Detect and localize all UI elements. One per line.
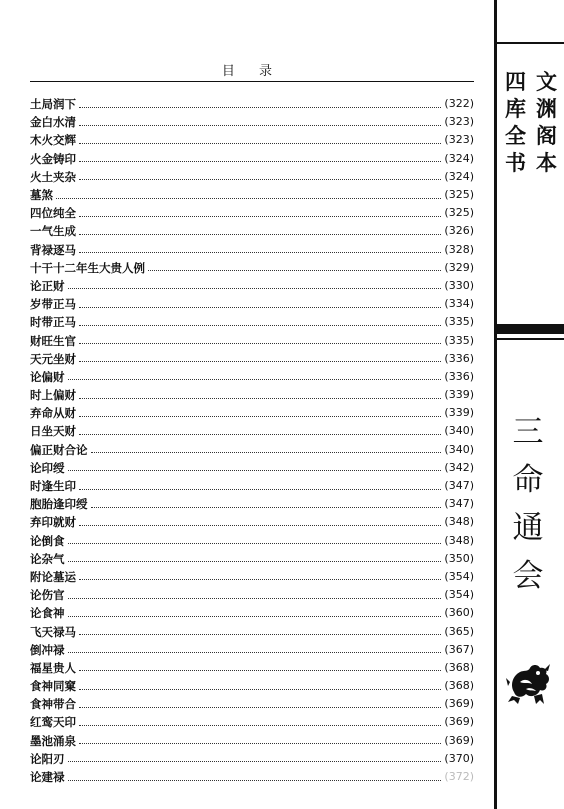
- toc-entry-title: 红鸾天印: [30, 715, 76, 730]
- series-char: 阁: [536, 123, 557, 148]
- toc-entry-title: 食神带合: [30, 697, 76, 712]
- toc-entry-page: (325): [444, 188, 474, 202]
- dragon-emblem-icon: [504, 658, 556, 710]
- toc-entry: [30, 568, 474, 586]
- sidebar-top-rule: [497, 42, 564, 44]
- series-char: 库: [505, 96, 526, 121]
- toc-entry: [30, 113, 474, 131]
- toc-entry-page: (348): [444, 533, 474, 547]
- toc-entry: [30, 331, 474, 349]
- toc-entry-page: (335): [444, 333, 474, 347]
- toc-entry-page: (370): [444, 751, 474, 765]
- toc-leader-dots: [79, 489, 441, 490]
- toc-leader-dots: [79, 725, 441, 726]
- toc-leader-dots: [148, 270, 441, 271]
- toc-entry-title: 墨池涌泉: [30, 733, 76, 748]
- toc-entry-title: 论阳刃: [30, 751, 65, 766]
- toc-entry: [30, 459, 474, 477]
- toc-entry-title: 论杂气: [30, 551, 65, 566]
- toc-entry-page: (322): [444, 97, 474, 111]
- toc-entry-title: 四位纯全: [30, 206, 76, 221]
- toc-entry-title: 十干十二年生大贵人例: [30, 260, 145, 275]
- toc-entry-title: 时上偏财: [30, 388, 76, 403]
- toc-leader-dots: [68, 543, 442, 544]
- toc-entry-title: 日坐天财: [30, 424, 76, 439]
- toc-entry-title: 胞胎逢印绶: [30, 497, 88, 512]
- toc-entry: [30, 313, 474, 331]
- toc-entry: [30, 441, 474, 459]
- toc-entry: [30, 732, 474, 750]
- toc-leader-dots: [91, 507, 442, 508]
- series-title-col-2: [536, 68, 557, 176]
- toc-entry-page: (323): [444, 115, 474, 129]
- toc-entry-title: 墓煞: [30, 188, 53, 203]
- toc-entry-page: (354): [444, 569, 474, 583]
- toc-entry-title: 论倒食: [30, 533, 65, 548]
- toc-entry-title: 弃命从财: [30, 406, 76, 421]
- toc-leader-dots: [68, 761, 442, 762]
- toc-entry-title: 论食神: [30, 606, 65, 621]
- toc-entry-title: 火金铸印: [30, 151, 76, 166]
- toc-entry: [30, 150, 474, 168]
- toc-entry-title: 论偏财: [30, 369, 65, 384]
- toc-entry-title: 弃印就财: [30, 515, 76, 530]
- toc-leader-dots: [79, 707, 441, 708]
- toc-leader-dots: [68, 652, 442, 653]
- toc-entry: [30, 295, 474, 313]
- toc-entry-page: (340): [444, 424, 474, 438]
- series-char: 文: [536, 69, 557, 94]
- toc-leader-dots: [91, 452, 442, 453]
- toc-leader-dots: [79, 161, 441, 162]
- toc-entry-title: 背禄逐马: [30, 242, 76, 257]
- toc-leader-dots: [68, 288, 442, 289]
- table-of-contents: [30, 95, 474, 786]
- series-title-col-1: [505, 68, 526, 176]
- toc-entry: [30, 204, 474, 222]
- toc-entry: [30, 532, 474, 550]
- toc-entry-title: 时逢生印: [30, 479, 76, 494]
- toc-entry: [30, 477, 474, 495]
- series-char: 本: [536, 150, 557, 175]
- book-title: [510, 408, 546, 600]
- toc-entry: [30, 95, 474, 113]
- toc-leader-dots: [68, 561, 442, 562]
- toc-entry: [30, 386, 474, 404]
- toc-entry: [30, 131, 474, 149]
- sidebar-divider: [494, 0, 497, 809]
- toc-leader-dots: [79, 216, 441, 217]
- toc-leader-dots: [56, 198, 441, 199]
- toc-entry-page: (367): [444, 642, 474, 656]
- book-title-char: 会: [512, 558, 544, 594]
- sidebar-thick-rule: [497, 324, 564, 334]
- toc-entry-title: 木火交辉: [30, 133, 76, 148]
- toc-entry: [30, 422, 474, 440]
- toc-leader-dots: [79, 689, 441, 690]
- toc-entry: [30, 368, 474, 386]
- toc-leader-dots: [68, 598, 442, 599]
- toc-entry: [30, 604, 474, 622]
- toc-leader-dots: [79, 125, 441, 126]
- toc-entry-page: (372): [444, 770, 474, 784]
- toc-entry: [30, 404, 474, 422]
- toc-entry-title: 倒冲禄: [30, 642, 65, 657]
- toc-entry-page: (324): [444, 169, 474, 183]
- book-title-char: 三: [512, 414, 544, 450]
- toc-entry: [30, 622, 474, 640]
- toc-entry: [30, 495, 474, 513]
- toc-leader-dots: [79, 325, 441, 326]
- toc-entry-title: 火土夹杂: [30, 169, 76, 184]
- toc-entry-title: 土局润下: [30, 97, 76, 112]
- toc-leader-dots: [79, 107, 441, 108]
- toc-entry-title: 论印绶: [30, 460, 65, 475]
- toc-entry-page: (325): [444, 206, 474, 220]
- toc-entry: [30, 277, 474, 295]
- toc-entry: [30, 713, 474, 731]
- toc-entry: [30, 750, 474, 768]
- toc-leader-dots: [68, 470, 442, 471]
- toc-entry-page: (360): [444, 606, 474, 620]
- toc-entry-title: 福星贵人: [30, 660, 76, 675]
- toc-entry-title: 论伤官: [30, 588, 65, 603]
- toc-entry-title: 论正财: [30, 278, 65, 293]
- toc-leader-dots: [68, 379, 442, 380]
- toc-entry: [30, 677, 474, 695]
- toc-entry-page: (323): [444, 133, 474, 147]
- toc-leader-dots: [79, 525, 441, 526]
- book-title-char: 通: [512, 510, 544, 546]
- series-char: 渊: [536, 96, 557, 121]
- toc-leader-dots: [79, 143, 441, 144]
- toc-entry: [30, 350, 474, 368]
- toc-leader-dots: [79, 307, 441, 308]
- toc-leader-dots: [79, 179, 441, 180]
- toc-entry: [30, 550, 474, 568]
- toc-leader-dots: [79, 579, 441, 580]
- toc-entry-page: (369): [444, 715, 474, 729]
- toc-entry: [30, 695, 474, 713]
- toc-leader-dots: [79, 434, 441, 435]
- toc-entry-page: (339): [444, 406, 474, 420]
- book-title-char: 命: [512, 462, 544, 498]
- toc-entry: [30, 241, 474, 259]
- toc-entry-title: 天元坐财: [30, 351, 76, 366]
- toc-entry: [30, 259, 474, 277]
- toc-entry: [30, 768, 474, 786]
- toc-entry-page: (347): [444, 497, 474, 511]
- toc-entry-title: 时带正马: [30, 315, 76, 330]
- toc-entry: [30, 513, 474, 531]
- toc-entry-title: 飞天禄马: [30, 624, 76, 639]
- toc-leader-dots: [79, 398, 441, 399]
- toc-entry: [30, 168, 474, 186]
- header-rule: [30, 81, 474, 82]
- toc-entry-title: 附论墓运: [30, 569, 76, 584]
- toc-entry-title: 金白水清: [30, 115, 76, 130]
- toc-entry-page: (334): [444, 297, 474, 311]
- toc-entry-page: (328): [444, 242, 474, 256]
- page-title: 目 录: [221, 64, 283, 79]
- toc-entry-page: (339): [444, 388, 474, 402]
- toc-entry-page: (350): [444, 551, 474, 565]
- toc-entry-title: 食神同窠: [30, 679, 76, 694]
- toc-entry-title: 偏正财合论: [30, 442, 88, 457]
- toc-entry-title: 岁带正马: [30, 297, 76, 312]
- toc-entry-page: (336): [444, 369, 474, 383]
- toc-entry-page: (368): [444, 660, 474, 674]
- toc-entry-page: (326): [444, 224, 474, 238]
- toc-entry-page: (354): [444, 588, 474, 602]
- toc-leader-dots: [79, 670, 441, 671]
- toc-leader-dots: [79, 343, 441, 344]
- toc-entry: [30, 186, 474, 204]
- toc-entry: [30, 222, 474, 240]
- toc-entry-page: (369): [444, 697, 474, 711]
- toc-entry-page: (365): [444, 624, 474, 638]
- series-title: [505, 68, 557, 176]
- toc-leader-dots: [79, 234, 441, 235]
- toc-entry-page: (340): [444, 442, 474, 456]
- toc-leader-dots: [79, 416, 441, 417]
- toc-entry-page: (368): [444, 679, 474, 693]
- toc-leader-dots: [79, 634, 441, 635]
- sidebar-thin-rule: [497, 338, 564, 340]
- toc-entry-page: (335): [444, 315, 474, 329]
- toc-entry-page: (347): [444, 479, 474, 493]
- toc-entry: [30, 641, 474, 659]
- toc-leader-dots: [68, 616, 442, 617]
- toc-entry-page: (342): [444, 460, 474, 474]
- toc-entry-page: (369): [444, 733, 474, 747]
- toc-entry-page: (336): [444, 351, 474, 365]
- toc-leader-dots: [79, 361, 441, 362]
- toc-entry-page: (348): [444, 515, 474, 529]
- toc-entry-title: 一气生成: [30, 224, 76, 239]
- series-char: 四: [505, 69, 526, 94]
- toc-entry-page: (324): [444, 151, 474, 165]
- toc-entry: [30, 586, 474, 604]
- toc-entry-page: (329): [444, 260, 474, 274]
- toc-entry-page: (330): [444, 278, 474, 292]
- toc-entry-title: 论建禄: [30, 770, 65, 785]
- toc-leader-dots: [79, 743, 441, 744]
- toc-entry: [30, 659, 474, 677]
- series-char: 全: [505, 123, 526, 148]
- toc-entry-title: 财旺生官: [30, 333, 76, 348]
- series-char: 书: [505, 150, 526, 175]
- toc-leader-dots: [68, 780, 442, 781]
- toc-leader-dots: [79, 252, 441, 253]
